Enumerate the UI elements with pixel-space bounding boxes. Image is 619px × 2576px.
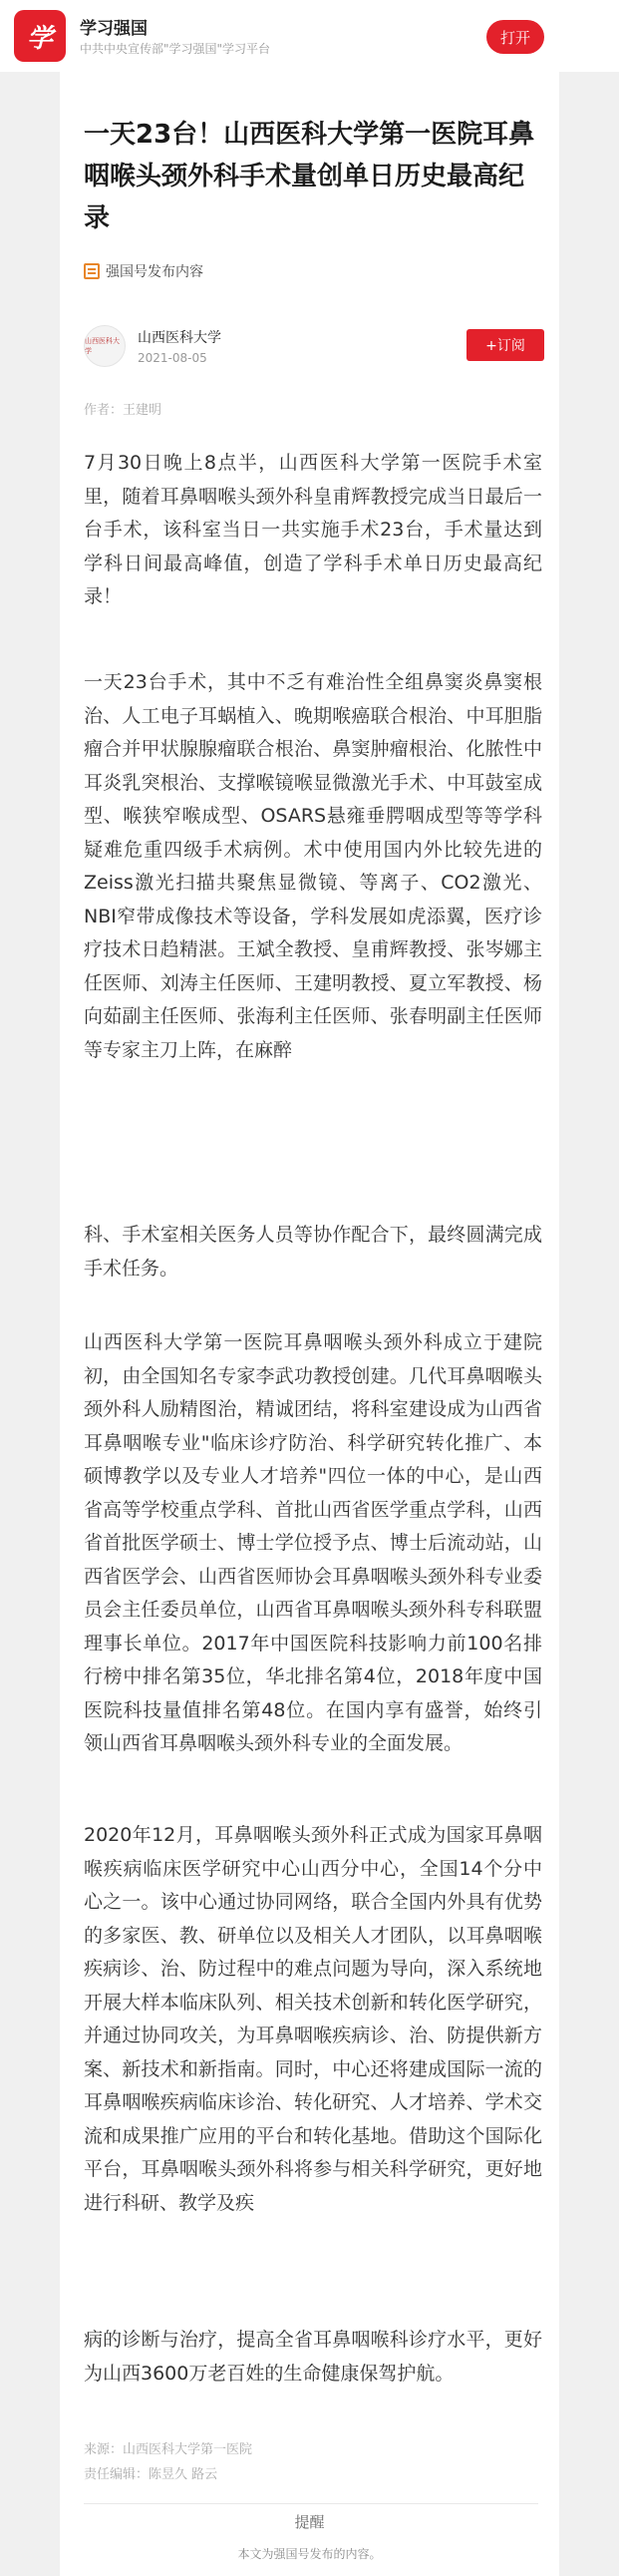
open-app-button[interactable]: 打开 <box>486 20 544 54</box>
article-writer: 作者：王建明 <box>84 403 162 418</box>
author-name[interactable]: 山西医科大学 <box>138 330 221 346</box>
author-info <box>84 321 538 371</box>
avatar[interactable]: 山西医科大学 <box>84 325 126 367</box>
article-paragraph: 一天23台手术，其中不乏有难治性全组鼻窦炎鼻窦根治、人工电子耳蜗植入、晚期喉癌联合根治、中耳胆脂瘤合并甲状腺腺瘤联合根治、鼻窦肿瘤根治、化脓性中耳炎乳突根治、支撑喉镜喉显微激光手术、中耳鼓室成型、喉狭窄喉成型、OSARS悬雍垂腭咽成型等等学科疑难危重四级手术病例。术中使用国内外比较先进的Zeiss激光扫描共聚焦显微镜、等离子、CO2激光、NBI窄带成像技术等设备，学科发展如虎添翼，医疗诊疗技术日趋精湛。王斌全教授、皇甫辉教授、张岑娜主任医师、刘涛主任医师、王建明教授、夏立军教授、杨向茹副主任医师、张海利主任医师、张春明副主任医师等专家主刀上阵，在麻醉 <box>84 671 542 1061</box>
article-card <box>60 72 559 2576</box>
article-paragraph: 7月30日晚上8点半，山西医科大学第一医院手术室里，随着耳鼻咽喉头颈外科皇甫辉教授完成当日最后一台手术，该科室当日一共实施手术23台，手术量达到学科日间最高峰值，创造了学科手术单日历史最高纪录！ <box>84 452 542 607</box>
article-paragraph: 科、手术室相关医务人员等协作配合下，最终圆满完成手术任务。 <box>84 1224 542 1280</box>
article-title: 一天23台！山西医科大学第一医院耳鼻咽喉头颈外科手术量创单日历史最高纪录 <box>84 120 535 233</box>
article-paragraph: 山西医科大学第一医院耳鼻咽喉头颈外科成立于建院初，由全国知名专家李武功教授创建。几代耳鼻咽喉头颈外科人励精图治，精诚团结，将科室建设成为山西省耳鼻咽喉专业"临床诊疗防治、科学研究转化推广、本硕博教学以及专业人才培养"四位一体的中心，是山西省高等学校重点学科、首批山西省医学重点学科，山西省首批医学硕士、博士学位授予点、博士后流动站，山西省医学会、山西省医师协会耳鼻咽喉头颈外科专业委员会主任委员单位，山西省耳鼻咽喉头颈外科专科联盟理事长单位。2017年中国医院科技影响力前100名排行榜中排名第35位，华北排名第4位，2018年度中国医院科技量值排名第48位。在国内享有盛誉，始终引领山西省耳鼻咽喉头颈外科专业的全面发展。 <box>84 1331 542 1754</box>
subscribe-button[interactable]: +订阅 <box>466 329 544 361</box>
source-tag <box>84 261 203 281</box>
divider <box>84 2503 538 2504</box>
app-name: 学习强国 <box>80 19 148 39</box>
app-subtitle: 中共中央宣传部"学习强国"学习平台 <box>80 42 271 56</box>
app-download-banner <box>0 0 619 72</box>
app-logo-icon: 学 <box>14 10 66 62</box>
footer-editor: 责任编辑：陈昱久 路云 <box>84 2467 218 2482</box>
notice-text: 本文为强国号发布的内容。 <box>237 2547 382 2561</box>
notice-title: 提醒 <box>294 2513 325 2531</box>
publish-date: 2021-08-05 <box>138 351 207 365</box>
article-paragraph: 病的诊断与治疗，提高全省耳鼻咽喉科诊疗水平，更好为山西3600万老百姓的生命健康保驾护航。 <box>84 2329 542 2385</box>
document-icon <box>84 263 100 279</box>
article-paragraph: 2020年12月，耳鼻咽喉头颈外科正式成为国家耳鼻咽喉疾病临床医学研究中心山西分中心，全国14个分中心之一。该中心通过协同网络，联合全国内外具有优势的多家医、教、研单位以及相关人才团队，以耳鼻咽喉疾病诊、治、防过程中的难点问题为导向，深入系统地开展大样本临床队列、相关技术创新和转化医学研究，并通过协同攻关，为耳鼻咽喉疾病诊、治、防提供新方案、新技术和新指南。同时，中心还将建成国际一流的耳鼻咽喉疾病临床诊治、转化研究、人才培养、学术交流和成果推广应用的平台和转化基地。借助这个国际化平台，耳鼻咽喉头颈外科将参与相关科学研究，更好地进行科研、教学及疾 <box>84 1824 542 2214</box>
footer-source: 来源：山西医科大学第一医院 <box>84 2442 253 2457</box>
source-label: 强国号发布内容 <box>106 264 203 280</box>
